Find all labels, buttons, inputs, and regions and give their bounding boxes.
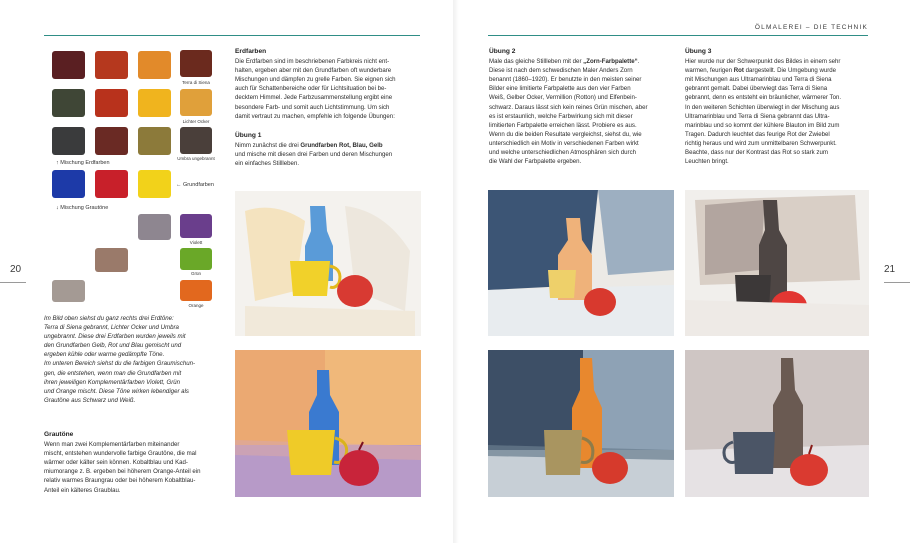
bold-span: „Zorn-Farbpalette“ xyxy=(583,58,638,66)
header-rule-right xyxy=(488,35,868,36)
body-line: und mische mit diesen drei Farben und deren Mischungen xyxy=(235,150,393,158)
body-line: miumorange z. B. ergeben bei höherem Orange-Anteil ein xyxy=(44,468,201,476)
swatch xyxy=(138,127,171,155)
painting-uebung1-finished xyxy=(235,350,421,497)
swatch-gruen xyxy=(180,248,212,270)
caption-line: den Grundfarben Gelb, Rot und Blau gemischt und xyxy=(44,342,182,350)
swatch xyxy=(95,127,128,155)
body-line: Beachte, dass nur der Kontrast das Rot so stark zum xyxy=(685,149,828,157)
swatch xyxy=(180,127,212,154)
page-number-right: 21 xyxy=(884,264,896,275)
book-gutter xyxy=(453,0,459,543)
body-line: unterschiedlich ein Motiv in verschiedenen Farben wirkt xyxy=(489,139,639,147)
section-uebung-3 xyxy=(685,47,875,166)
painting-uebung2-sketch xyxy=(488,190,674,336)
body-line xyxy=(489,57,679,66)
body-line: Mischungen und dämpfen zu grelle Farben. Sie eignen sich xyxy=(235,76,396,84)
swatch xyxy=(52,51,85,79)
swatch xyxy=(180,89,212,116)
painting-uebung1-sketch xyxy=(235,191,421,336)
page-number-right-line xyxy=(884,282,910,283)
page-number-left-line xyxy=(0,282,26,283)
swatch xyxy=(95,51,128,79)
swatch xyxy=(52,127,85,155)
swatch-label-violett: Violett xyxy=(189,240,203,245)
body-line: gebrannt gemalt. Dabei überwiegt das Terra di Siena xyxy=(685,85,828,93)
body-line: die Wahl der Farbpalette ergeben. xyxy=(489,158,582,166)
swatch xyxy=(95,248,128,272)
body-line: Leuchten bringt. xyxy=(685,158,729,166)
caption-line: ergeben kühle oder warme gedämpfte Töne. xyxy=(44,351,165,359)
body-line: ein einfaches Stillleben. xyxy=(235,160,300,168)
text-span: Nimm zunächst die drei xyxy=(235,141,301,149)
caption-line: und Orange mischt. Diese Töne wirken lebendiger als xyxy=(44,387,189,395)
body-line: Weiß, Gelber Ocker, Vermillion (Rotton) und Elfenbein- xyxy=(489,94,637,102)
caption-line: ihren jeweiligen Komplementärfarben Violett, Grün xyxy=(44,378,181,386)
caption-line: Im Bild oben siehst du ganz rechts drei Erdtöne: xyxy=(44,315,174,322)
section-erdfarben xyxy=(235,47,423,168)
swatch-label-terra-di-siena: Terra di Siena xyxy=(182,80,210,85)
swatch xyxy=(138,214,171,240)
swatch xyxy=(52,280,85,302)
body-line: relativ warmes Braungrau oder bei höherem Kobaltblau- xyxy=(44,477,196,485)
body-line xyxy=(235,141,423,150)
painting-uebung3-sketch xyxy=(685,190,869,336)
bold-span: Grundfarben Rot, Blau, Gelb xyxy=(300,141,383,149)
body-line: und welche unterschiedlichen Atmosphären sich durch xyxy=(489,149,637,157)
swatch xyxy=(180,50,212,77)
swatch xyxy=(138,89,171,117)
heading-uebung-3: Übung 3 xyxy=(685,48,712,55)
body-line: gebrannt, denn es entsteht ein bräunlicher, wärmerer Ton. xyxy=(685,94,842,102)
section-grautoene xyxy=(44,430,226,495)
section-uebung-2 xyxy=(489,47,679,166)
body-line: Die Erdfarben sind im beschriebenen Farbkreis nicht ent- xyxy=(235,58,390,66)
body-line: mischt, entstehen wundervolle farbige Grautöne, die mal xyxy=(44,450,197,458)
body-line: Wenn man zwei Komplementärfarben miteinander xyxy=(44,441,180,449)
label-mischung-erdfarben: ↑ Mischung Erdfarben xyxy=(56,160,110,166)
text-span: dargestellt. Die Umgebung wurde xyxy=(743,67,837,75)
text-span: warmen, feurigen xyxy=(685,67,734,75)
page-number-left: 20 xyxy=(10,264,22,275)
caption-line: ungebrannt. Diese drei Erdfarben wurden jeweils mit xyxy=(44,333,186,341)
swatch-label-gruen: Grün xyxy=(190,271,201,276)
swatch xyxy=(95,89,128,117)
caption-line: Terra di Siena gebrannt, Lichter Ocker und Umbra xyxy=(44,324,179,332)
body-line: wärmer oder kälter sein können. Kobaltblau und Kad- xyxy=(44,459,188,467)
body-line: schwarz. Daraus lässt sich kein reines Grün mischen, aber xyxy=(489,103,648,111)
running-header: ÖLMALEREI – DIE TECHNIK xyxy=(754,24,868,31)
body-line: mit Mischungen aus Ultramarinblau und Terra di Siena xyxy=(685,76,832,84)
caption-line: gen, die entstehen, wenn man die Grundfarben mit xyxy=(44,369,182,377)
label-mischung-grautoene: ↓ Mischung Grautöne xyxy=(56,205,109,211)
body-line: es ist erstaunlich, welche Farbwirkung sich mit dieser xyxy=(489,112,633,120)
heading-grautoene: Grautöne xyxy=(44,431,74,438)
caption-swatches xyxy=(44,314,222,405)
swatch-label-lichter-ocker: Lichter Ocker xyxy=(182,119,210,124)
swatch-violett xyxy=(180,214,212,238)
body-line: Ultramarinblau und Terra di Siena gebrannt das Ultra- xyxy=(685,112,830,120)
text-span: Male das gleiche Stillleben mit der xyxy=(489,58,584,66)
body-line xyxy=(685,66,875,75)
body-line: In den weiteren Schichten überwiegt in der Mischung aus xyxy=(685,103,840,111)
label-grundfarben: ← Grundfarben xyxy=(176,182,214,188)
body-line: benannt (1860–1920). Er benutzte in den meisten seiner xyxy=(489,76,642,84)
swatch-gelb xyxy=(138,170,171,198)
body-line: damit vertraut zu machen, empfehle ich folgende Übungen: xyxy=(235,112,395,120)
body-line: Hier wurde nur der Schwerpunkt des Bildes in einem sehr xyxy=(685,58,841,66)
body-line: Diese ist nach dem schwedischen Maler Anders Zorn xyxy=(489,67,633,75)
swatch-label-orange: Orange xyxy=(188,303,204,308)
caption-line: Im unteren Bereich siehst du die farbigen Graumischun- xyxy=(44,360,196,368)
body-line: Anteil ein kälteres Graublau. xyxy=(44,486,121,494)
text-span: . xyxy=(637,58,640,66)
body-line: decktem Himmel. Jede Farbzusammenstellung ergibt eine xyxy=(235,94,393,102)
body-line: auch für Schattenbereiche oder für Lichtsituation bei be- xyxy=(235,85,387,93)
header-rule-left xyxy=(44,35,420,36)
swatch-orange xyxy=(180,280,212,301)
body-line: Wenn du die beiden Resultate vergleichst, siehst du, wie xyxy=(489,130,642,138)
body-line: marinblau und so kommt der kühlere Blauton im Bild zum xyxy=(685,121,840,129)
heading-erdfarben: Erdfarben xyxy=(235,48,267,55)
heading-uebung-1: Übung 1 xyxy=(235,131,262,139)
bold-span: Rot xyxy=(733,67,744,75)
painting-uebung2-finished xyxy=(488,350,674,497)
painting-uebung3-finished xyxy=(685,350,869,497)
body-line: halten, ergeben aber mit den Grundfarben oft wunderbare xyxy=(235,67,392,75)
body-line: richtig heraus und wird zum unmittelbaren Schwerpunkt. xyxy=(685,139,837,147)
swatch-rot xyxy=(95,170,128,198)
swatch-label-umbra-ungebrannt: Umbra ungebrannt xyxy=(177,156,215,161)
swatch xyxy=(52,89,85,117)
body-line: besondere Farb- und somit auch Lichtstimmung. Um sich xyxy=(235,103,390,111)
heading-uebung-2: Übung 2 xyxy=(489,48,516,55)
swatch-blau xyxy=(52,170,85,198)
body-line: Bilder eine limitierte Farbpalette aus den vier Farben xyxy=(489,85,631,93)
swatch xyxy=(138,51,171,79)
body-line: limitierten Farbpalette erreichen lässt. Probiere es aus. xyxy=(489,121,637,129)
body-line: Tragen. Dadurch leuchtet das feurige Rot der Zwiebel xyxy=(685,130,830,138)
caption-line: Grautöne aus Schwarz und Weiß. xyxy=(44,396,136,404)
